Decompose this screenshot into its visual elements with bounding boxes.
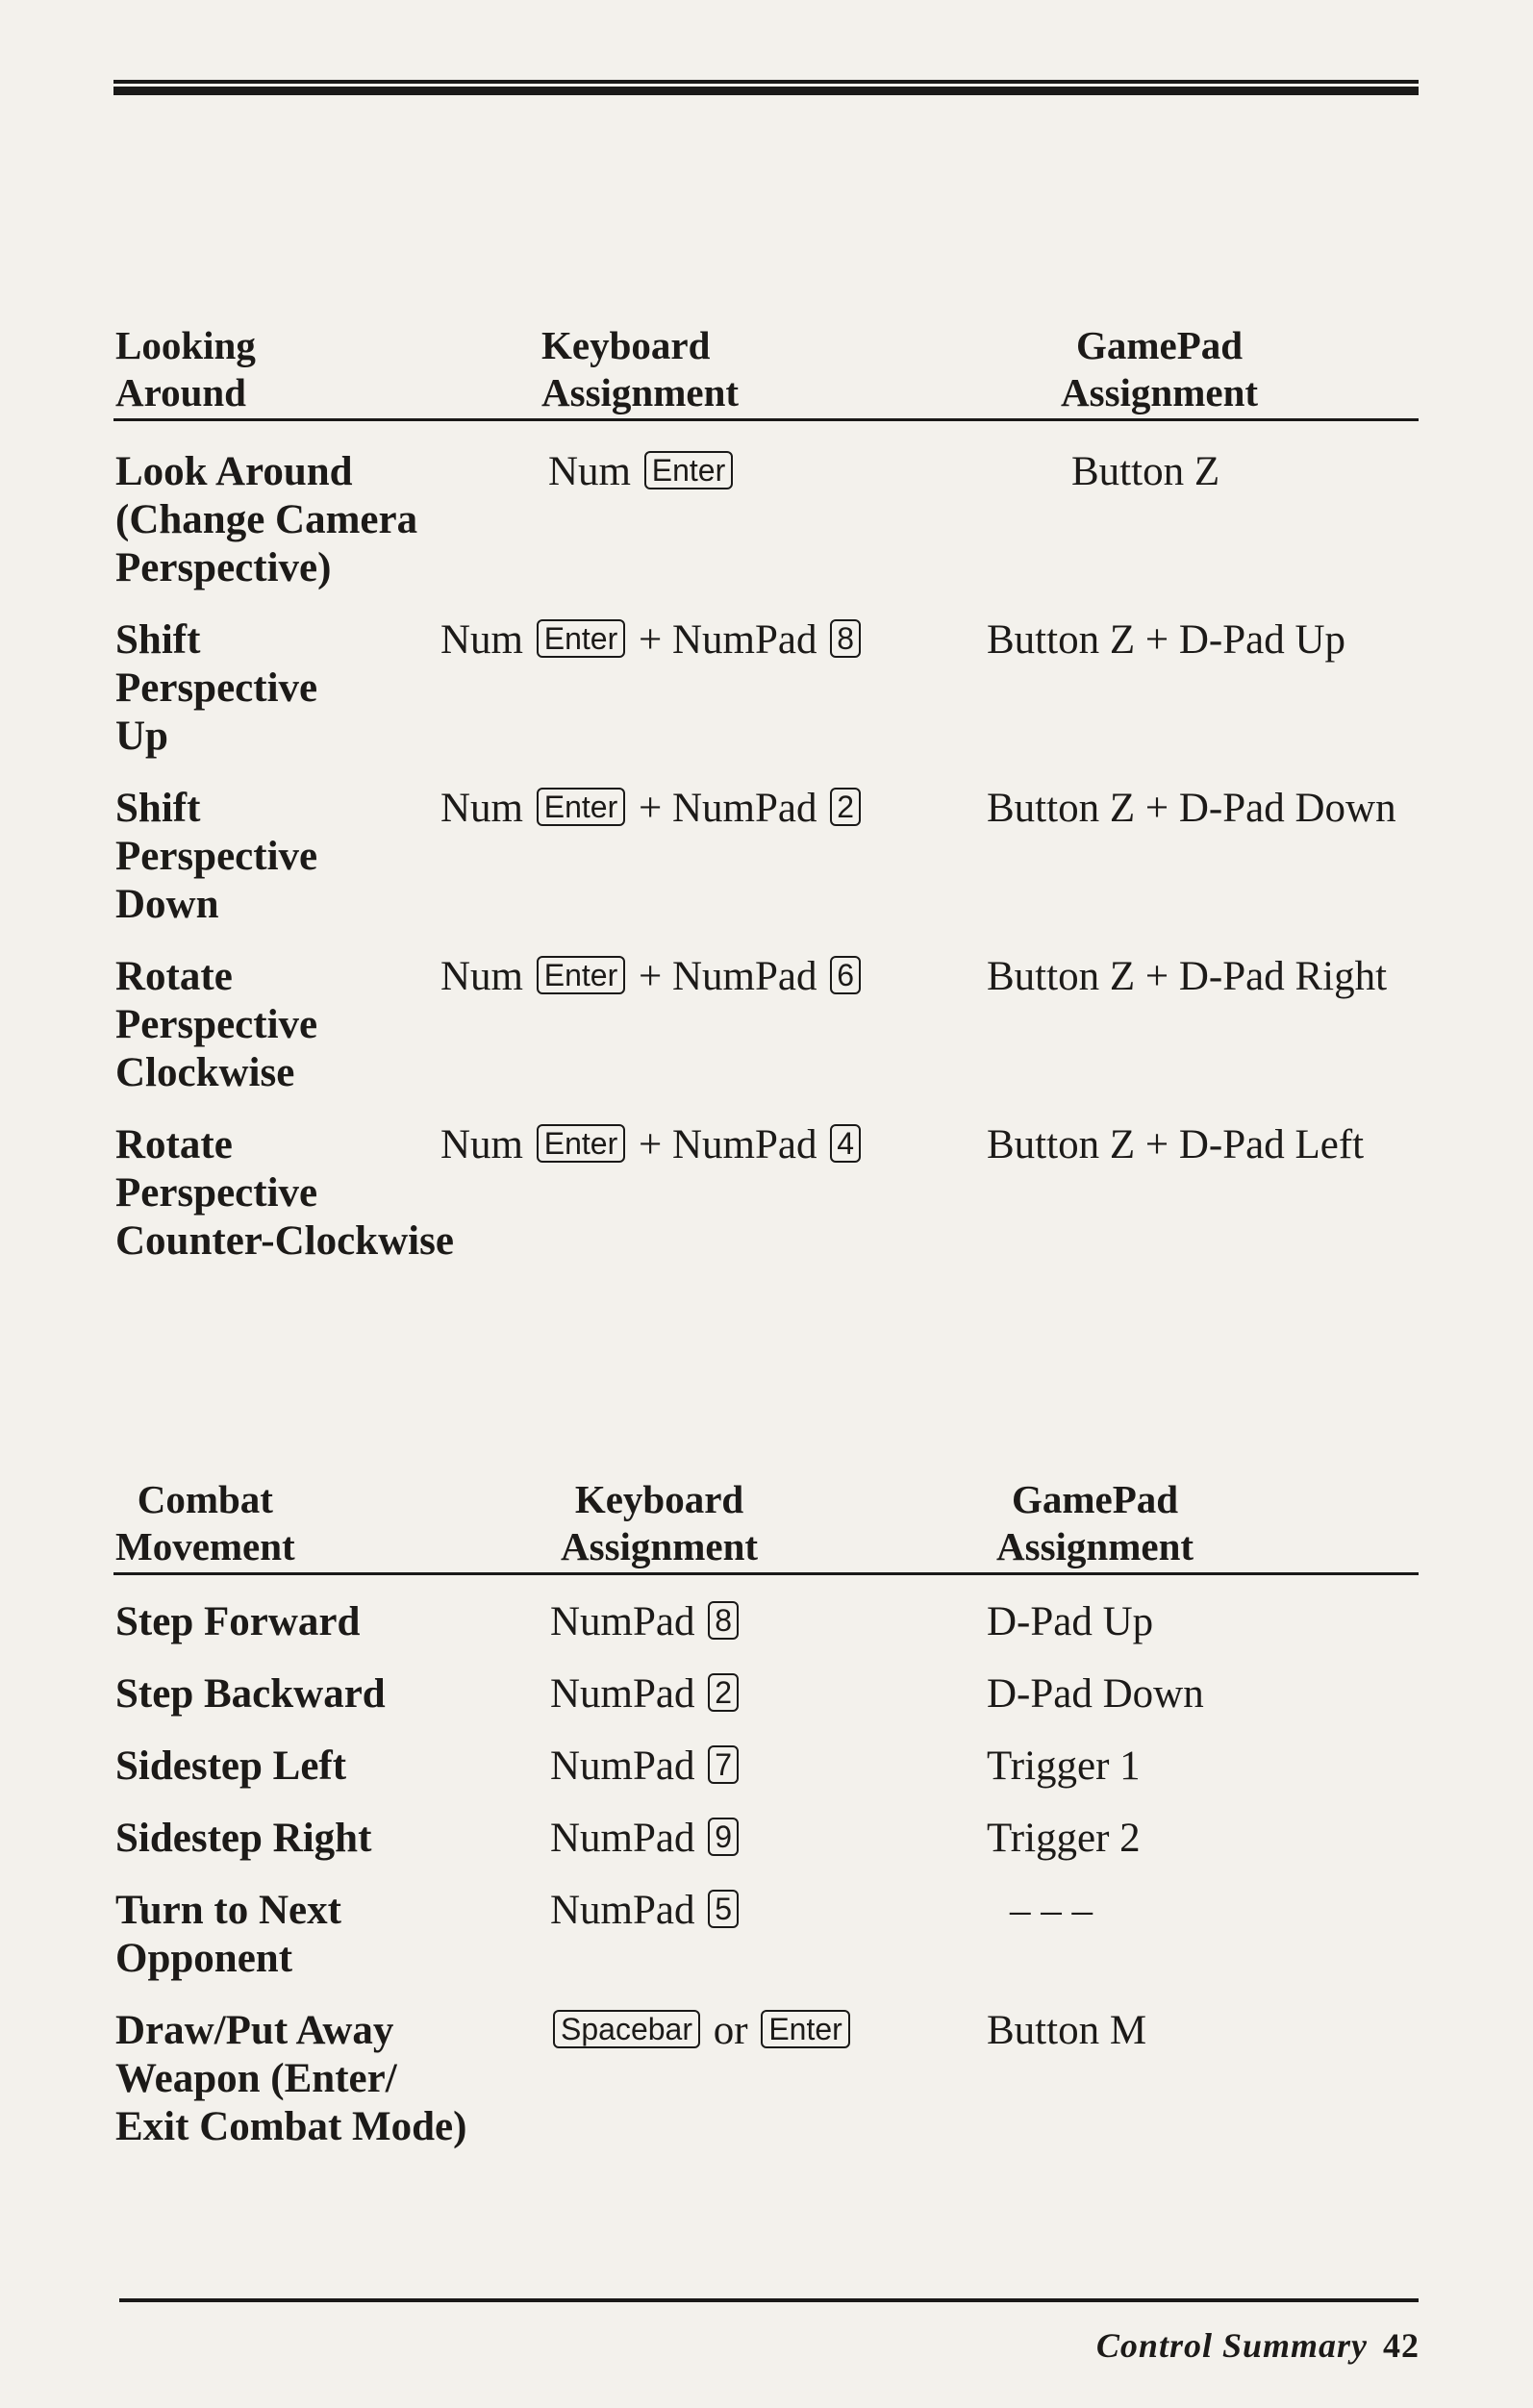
action-label: Shift Perspective Down [115, 786, 318, 927]
footer-title: Control Summary [1095, 2326, 1368, 2365]
action-label: Rotate Perspective Clockwise [115, 954, 318, 1095]
enter-key: Enter [644, 451, 733, 489]
table-header [113, 1476, 1419, 1575]
table-row [113, 1670, 1419, 1743]
keyboard-assignment [550, 2007, 853, 2055]
keyboard-assignment [550, 1743, 741, 1791]
gamepad-assignment: Trigger 1 [987, 1743, 1141, 1789]
gamepad-assignment: Button Z + D-Pad Right [987, 954, 1388, 999]
keyboard-assignment [550, 1815, 741, 1863]
action-label: Shift Perspective Up [115, 617, 318, 759]
keyboard-assignment [440, 953, 864, 1001]
header-gamepad: GamePad Assignment [1061, 323, 1259, 414]
looking-around-table [113, 322, 1419, 1290]
numpad-key: 2 [830, 788, 861, 826]
enter-key: Enter [761, 2010, 849, 2048]
action-label: Step Backward [115, 1671, 386, 1717]
page-footer [1096, 2325, 1420, 2366]
gamepad-assignment: Button M [987, 2008, 1147, 2053]
keyboard-assignment [440, 1121, 864, 1169]
kb-prefix: Num [440, 1122, 523, 1167]
kb-prefix: NumPad [550, 1743, 695, 1789]
header-action: Looking Around [115, 323, 256, 414]
gamepad-assignment: Trigger 2 [987, 1816, 1141, 1861]
gamepad-assignment: D-Pad Down [987, 1671, 1204, 1717]
kb-mid: + NumPad [638, 617, 817, 663]
table-row [113, 953, 1419, 1121]
kb-mid: + NumPad [638, 954, 817, 999]
action-label: Look Around (Change Camera Perspective) [115, 449, 418, 590]
table-row [113, 1815, 1419, 1887]
table-row [113, 616, 1419, 785]
header-gamepad: GamePad Assignment [996, 1477, 1194, 1568]
table-row [113, 1887, 1419, 2007]
header-keyboard: Keyboard Assignment [561, 1477, 759, 1568]
keyboard-assignment [550, 1670, 741, 1718]
page-number: 42 [1383, 2326, 1420, 2365]
numpad-key: 7 [708, 1745, 739, 1784]
gamepad-assignment: – – – [1010, 1888, 1093, 1933]
keyboard-assignment [440, 616, 864, 665]
gamepad-assignment: Button Z + D-Pad Up [987, 617, 1346, 663]
gamepad-assignment: Button Z + D-Pad Down [987, 786, 1396, 831]
kb-mid: + NumPad [638, 786, 817, 831]
table-row [113, 1743, 1419, 1815]
kb-prefix: NumPad [550, 1599, 695, 1644]
keyboard-assignment [550, 1598, 741, 1646]
table-header [113, 322, 1419, 421]
kb-mid: or [713, 2008, 748, 2053]
gamepad-assignment: Button Z + D-Pad Left [987, 1122, 1365, 1167]
keyboard-assignment [440, 785, 864, 833]
enter-key: Enter [537, 956, 625, 994]
kb-prefix: NumPad [550, 1671, 695, 1717]
numpad-key: 2 [708, 1673, 739, 1712]
table-row [113, 785, 1419, 953]
numpad-key: 4 [830, 1124, 861, 1163]
kb-prefix: NumPad [550, 1816, 695, 1861]
action-label: Step Forward [115, 1599, 361, 1644]
numpad-key: 6 [830, 956, 861, 994]
enter-key: Enter [537, 1124, 625, 1163]
kb-prefix: Num [440, 617, 523, 663]
gamepad-assignment: D-Pad Up [987, 1599, 1154, 1644]
kb-prefix: Num [440, 786, 523, 831]
keyboard-assignment [548, 448, 736, 496]
spacebar-key: Spacebar [553, 2010, 700, 2048]
action-label: Rotate Perspective Counter-Clockwise [115, 1122, 454, 1264]
combat-movement-table [113, 1476, 1419, 2175]
enter-key: Enter [537, 788, 625, 826]
kb-prefix: NumPad [550, 1888, 695, 1933]
action-label: Sidestep Left [115, 1743, 347, 1789]
table-row [113, 448, 1419, 616]
enter-key: Enter [537, 619, 625, 658]
numpad-key: 8 [830, 619, 861, 658]
table-row [113, 1598, 1419, 1670]
gamepad-assignment: Button Z [1071, 449, 1220, 494]
kb-prefix: Num [440, 954, 523, 999]
action-label: Turn to Next Opponent [115, 1888, 341, 1981]
kb-prefix: Num [548, 449, 631, 494]
header-keyboard: Keyboard Assignment [541, 323, 740, 414]
numpad-key: 5 [708, 1890, 739, 1928]
table-row [113, 2007, 1419, 2175]
numpad-key: 8 [708, 1601, 739, 1640]
table-row [113, 1121, 1419, 1290]
numpad-key: 9 [708, 1818, 739, 1856]
keyboard-assignment [550, 1887, 741, 1935]
header-action: Combat Movement [115, 1477, 295, 1568]
action-label: Draw/Put Away Weapon (Enter/ Exit Combat Mode) [115, 2008, 467, 2149]
kb-mid: + NumPad [638, 1122, 817, 1167]
action-label: Sidestep Right [115, 1816, 372, 1861]
top-rule [113, 80, 1419, 95]
footer-rule [119, 2298, 1419, 2302]
